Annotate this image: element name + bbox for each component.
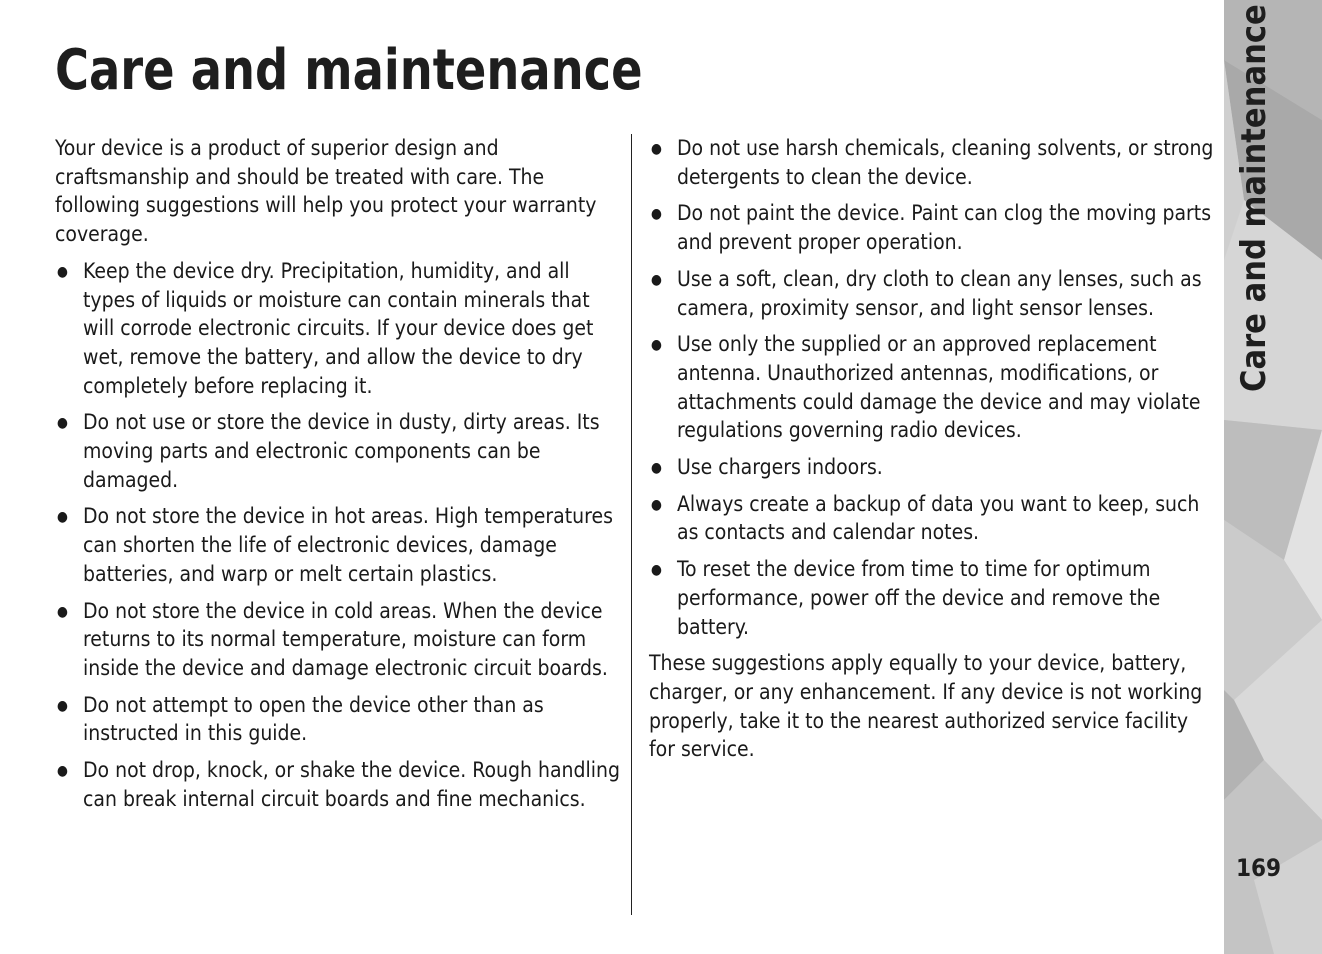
list-item-text: Do not store the device in hot areas. High temperatures can shorten the life of electronic devices, damage batteries, and warp or melt certain plastics. — [83, 504, 613, 586]
bullet-icon: ● — [651, 460, 662, 477]
list-item — [649, 330, 1214, 445]
list-item — [55, 408, 620, 494]
list-item-text: Do not use harsh chemicals, cleaning solvents, or strong detergents to clean the device. — [677, 136, 1214, 189]
list-item-text: Do not attempt to open the device other than as instructed in this guide. — [83, 692, 544, 746]
list-item-text: Keep the device dry. Precipitation, humidity, and all types of liquids or moisture can contain minerals that will corrode electronic circuits. If your device does get wet, remove the battery, and allow the device to dry completely before replacing it. — [83, 258, 594, 398]
list-item — [649, 134, 1214, 191]
list-item-text: Use only the supplied or an approved replacement antenna. Unauthorized antennas, modifications, or attachments could damage the device and may violate regulations governing radio devices. — [677, 332, 1201, 443]
right-column — [649, 134, 1214, 772]
left-column — [55, 134, 620, 821]
bullet-icon: ● — [57, 263, 68, 280]
list-item — [649, 265, 1214, 322]
list-item-text: To reset the device from time to time for optimum performance, power off the device and remove the battery. — [677, 557, 1161, 639]
bullet-icon: ● — [651, 496, 662, 513]
list-item — [649, 490, 1214, 547]
list-item-text: Always create a backup of data you want to keep, such as contacts and calendar notes. — [677, 491, 1200, 545]
bullet-icon: ● — [57, 509, 68, 526]
column-divider — [631, 134, 632, 915]
list-item — [55, 691, 620, 748]
list-item-text: Use chargers indoors. — [677, 455, 883, 480]
list-item-text: Do not store the device in cold areas. When the device returns to its normal temperature, moisture can form inside the device and damage electronic circuit boards. — [83, 598, 608, 680]
list-item — [649, 199, 1214, 256]
list-item — [55, 597, 620, 683]
page-title: Care and maintenance — [55, 38, 643, 103]
list-item-text: Do not drop, knock, or shake the device. Rough handling can break internal circuit boards and fine mechanics. — [83, 758, 620, 811]
list-item — [649, 453, 1214, 482]
page-number: 169 — [1236, 854, 1282, 882]
bullet-icon: ● — [651, 271, 662, 288]
bullet-icon: ● — [651, 206, 662, 223]
right-bullet-list — [649, 134, 1214, 641]
bullet-icon: ● — [57, 603, 68, 620]
closing-paragraph: These suggestions apply equally to your device, battery, charger, or any enhancement. If any device is not working properly, take it to the nearest authorized service facility for service. — [649, 651, 1203, 762]
intro-paragraph: Your device is a product of superior design and craftsmanship and should be treated with care. The following suggestions will help you protect your warranty coverage. — [55, 136, 597, 247]
list-item — [649, 555, 1214, 641]
list-item-text: Do not use or store the device in dusty, dirty areas. Its moving parts and electronic components can be damaged. — [83, 410, 600, 492]
list-item-text: Do not paint the device. Paint can clog the moving parts and prevent proper operation. — [677, 201, 1212, 255]
left-bullet-list — [55, 257, 620, 814]
list-item — [55, 756, 620, 813]
list-item — [55, 502, 620, 588]
bullet-icon: ● — [651, 337, 662, 354]
bullet-icon: ● — [57, 697, 68, 714]
bullet-icon: ● — [651, 141, 662, 157]
list-item-text: Use a soft, clean, dry cloth to clean any lenses, such as camera, proximity sensor, and light sensor lenses. — [677, 266, 1202, 320]
bullet-icon: ● — [57, 415, 68, 432]
bullet-icon: ● — [651, 562, 662, 579]
bullet-icon: ● — [57, 763, 68, 780]
list-item — [55, 257, 620, 401]
side-tab-label: Care and maintenance — [1234, 4, 1274, 392]
